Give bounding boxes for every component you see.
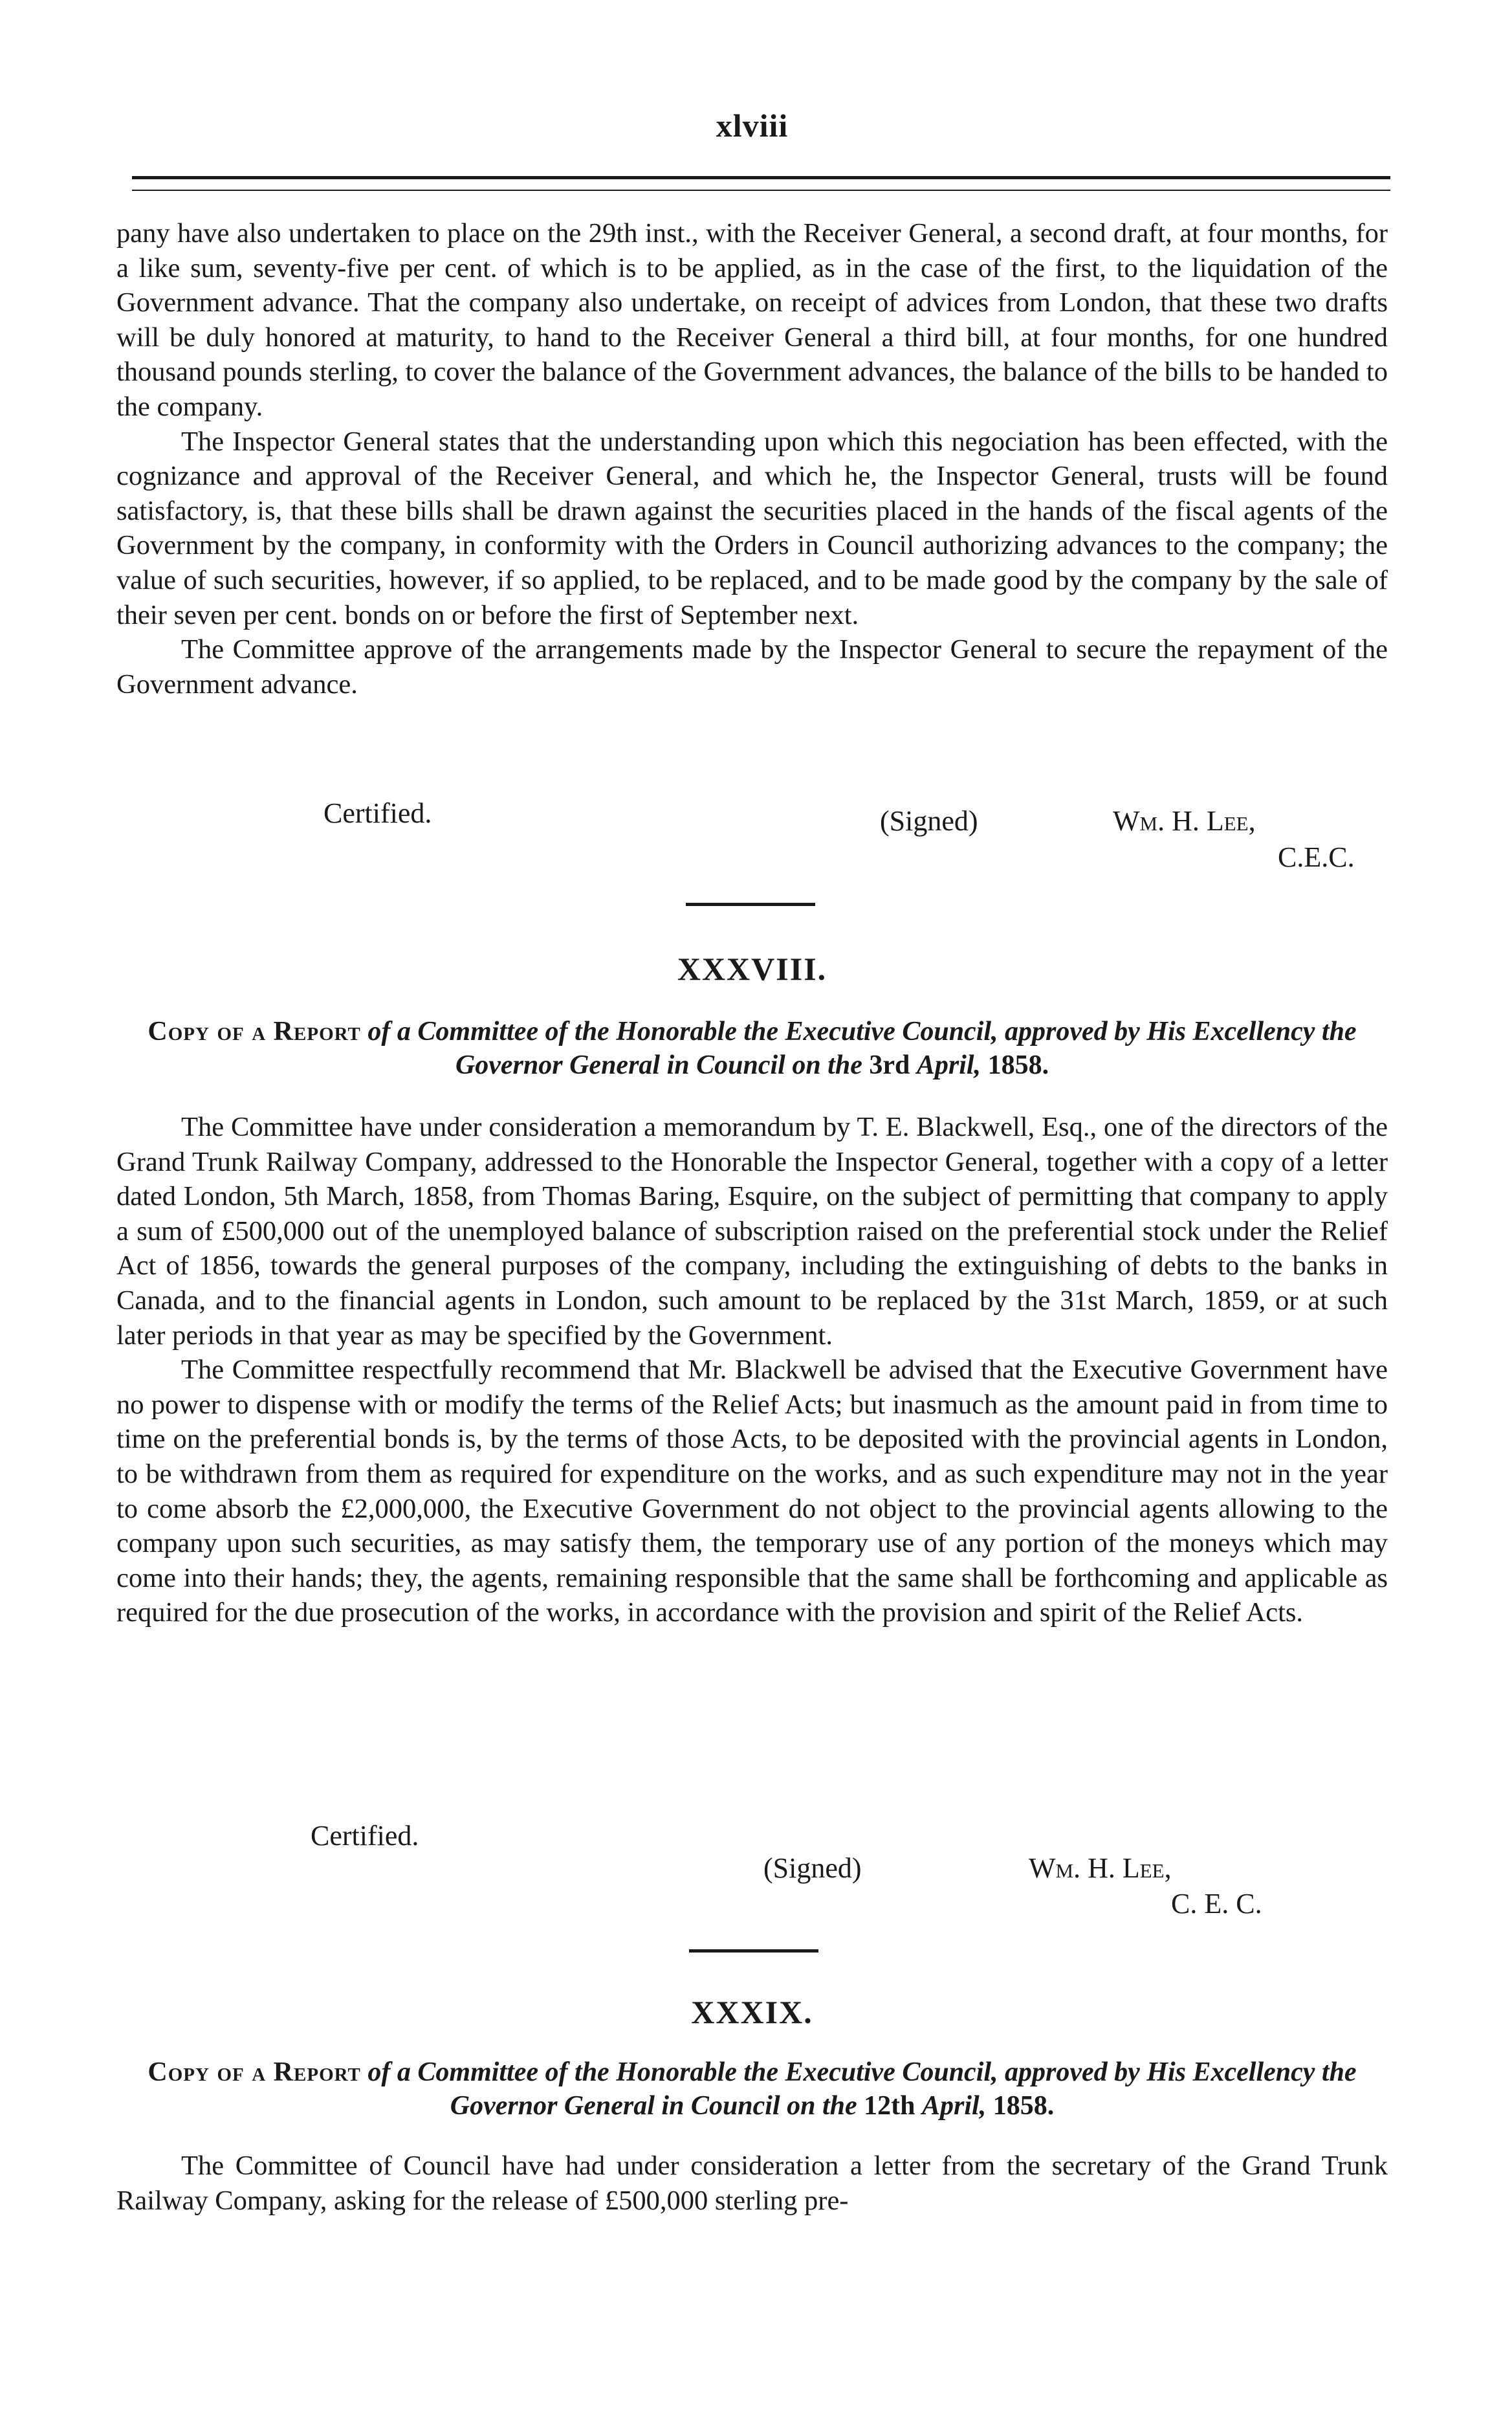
- section-39-heading: XXXIX.: [691, 1994, 813, 2030]
- caption-text: of a Committee of the Honorable the Executive Council, approved by His Excellency the Governor General in Council on the: [367, 2057, 1357, 2121]
- caption-month: April,: [922, 2091, 987, 2121]
- caption-lead: Copy of a Report: [148, 2057, 361, 2087]
- signed-label: (Signed): [763, 1852, 862, 1884]
- caption-date: 3rd: [869, 1050, 910, 1080]
- caption-text: of a Committee of the Honorable the Executive Council, approved by His Excellency the Governor General in Council on the: [367, 1017, 1357, 1080]
- section-39-body: [116, 2149, 1388, 2218]
- caption-lead: Copy of a Report: [148, 1017, 361, 1046]
- section-38-heading: XXXVIII.: [677, 951, 827, 987]
- caption-month: April,: [916, 1050, 981, 1080]
- paragraph: The Inspector General states that the understanding upon which this negociation has been effected, with the cognizance and approval of the Receiver General, and which he, the Inspector General, trusts will be found satisfactory, is, that these bills shall be drawn against the securities placed in the hands of the fiscal agents of the Government by the company, in conformity with the Orders in Council authorizing advances to the company; the value of such securities, however, if so applied, to be replaced, and to be made good by the company by the sale of their seven per cent. bonds on or before the first of September next.: [116, 426, 1388, 630]
- signatory-title: C. E. C.: [1171, 1888, 1262, 1920]
- paragraph: The Committee of Council have had under consideration a letter from the secretary of the Grand Trunk Railway Company, asking for the release of £500,000 sterling pre-: [116, 2151, 1388, 2216]
- page-number: xlviii: [716, 107, 789, 144]
- document-page: [116, 0, 1388, 2412]
- section-39-caption: [116, 2055, 1388, 2123]
- signatory-name: Wm. H. Lee,: [1029, 1852, 1172, 1884]
- section-divider: [686, 903, 815, 906]
- header-rule: [132, 176, 1390, 191]
- section-38-body: [116, 1110, 1388, 1630]
- signed-label: (Signed): [880, 805, 978, 837]
- section-37-body: [116, 216, 1388, 702]
- signatory-name: Wm. H. Lee,: [1113, 805, 1256, 837]
- certified-label: Certified.: [311, 1820, 419, 1852]
- paragraph: The Committee approve of the arrangements made by the Inspector General to secure the repayment of the Government advance.: [116, 634, 1388, 700]
- section-divider: [689, 1949, 818, 1953]
- caption-year: 1858.: [992, 2091, 1055, 2121]
- caption-year: 1858.: [987, 1050, 1049, 1080]
- section-38-caption: [116, 1015, 1388, 1082]
- paragraph: The Committee have under consideration a memorandum by T. E. Blackwell, Esq., one of the directors of the Grand Trunk Railway Company, addressed to the Honorable the Inspector General, together with a copy of a letter dated London, 5th March, 1858, from Thomas Baring, Esquire, on the subject of permitting that company to apply a sum of £500,000 out of the unemployed balance of subscription raised on the preferential stock under the Relief Act of 1856, towards the general purposes of the company, including the extinguishing of debts to the banks in Canada, and to the financial agents in London, such amount to be replaced by the 31st March, 1859, or at such later periods in that year as may be specified by the Government.: [116, 1112, 1388, 1351]
- paragraph: pany have also undertaken to place on the 29th inst., with the Receiver General, a second draft, at four months, for a like sum, seventy-five per cent. of which is to be applied, as in the case of the first, to the liquidation of the Government advance. That the company also undertake, on receipt of advices from London, that these two drafts will be duly honored at maturity, to hand to the Receiver General a third bill, at four months, for one hundred thousand pounds sterling, to cover the balance of the Government advances, the balance of the bills to be handed to the company.: [116, 218, 1388, 422]
- paragraph: The Committee respectfully recommend that Mr. Blackwell be advised that the Executive Government have no power to dispense with or modify the terms of the Relief Acts; but inasmuch as the amount paid in from time to time on the preferential bonds is, by the terms of those Acts, to be deposited with the provincial agents in London, to be withdrawn from them as required for expenditure on the works, and as such expenditure may not in the year to come absorb the £2,000,000, the Executive Government do not object to the provincial agents allowing to the company upon such securities, as may satisfy them, the temporary use of any portion of the moneys which may come into their hands; they, the agents, remaining responsible that the same shall be forthcoming and applicable as required for the due prosecution of the works, in accordance with the provision and spirit of the Relief Acts.: [116, 1355, 1388, 1628]
- caption-date: 12th: [864, 2091, 915, 2121]
- certified-label: Certified.: [323, 797, 432, 829]
- signatory-title: C.E.C.: [1278, 841, 1355, 873]
